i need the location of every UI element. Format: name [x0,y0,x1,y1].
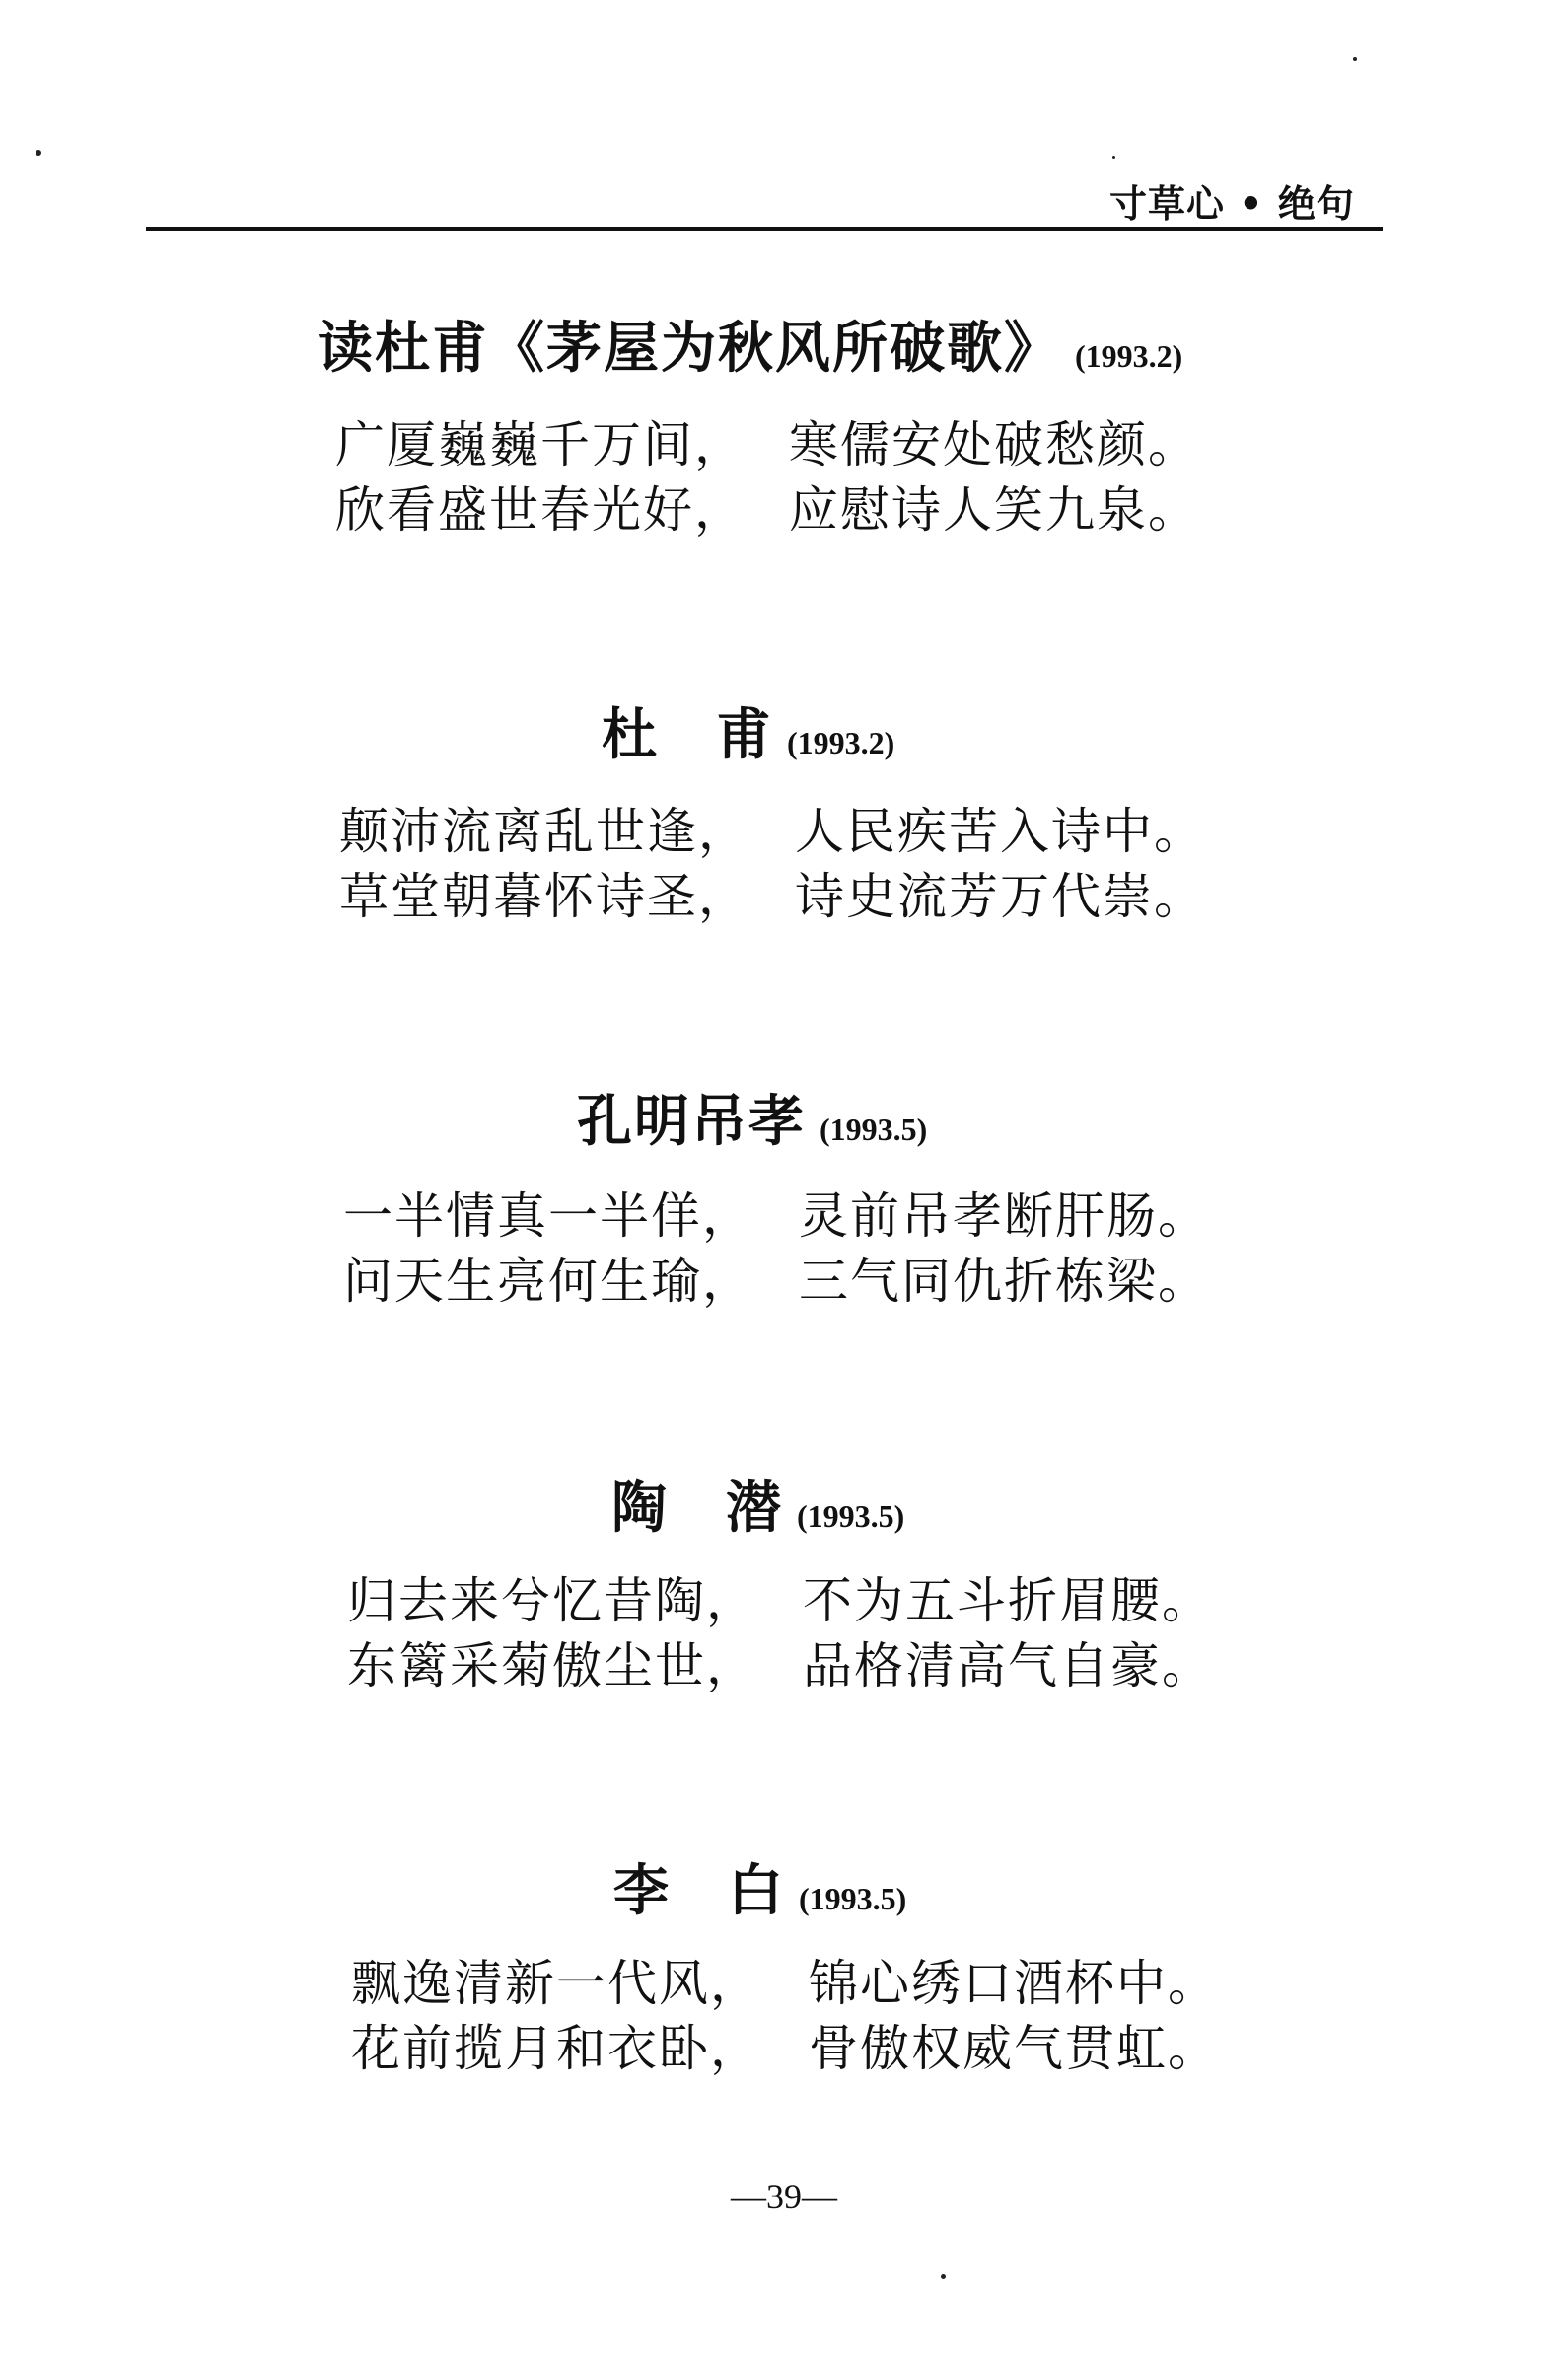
verse-line-first-half: 东篱采菊傲尘世， [347,1637,757,1694]
verse-line-second-half: 锦心绣口酒杯中。 [809,1955,1219,2012]
verse-line-first-half: 颠沛流离乱世逢， [339,803,749,860]
verse-line-first-half: 飘逸清新一代风， [351,1955,761,2012]
verse-line-first-half: 问天生亮何生瑜， [343,1253,753,1310]
poem-date: (1993.2) [1075,338,1183,374]
verse-line-second-half: 不为五斗折眉腰。 [803,1572,1213,1629]
verse-line-first-half: 归去来兮忆昔陶， [347,1572,757,1629]
poem-title [318,318,1182,388]
page-number: —39— [731,2177,837,2216]
verse-line-first-half: 广厦巍巍千万间， [335,416,746,473]
scan-speck [36,150,41,156]
poem-date: (1993.5) [799,1881,907,1916]
verse-line-second-half: 骨傲权威气贯虹。 [809,2020,1219,2077]
poem-title-text: 杜 甫 [602,703,773,767]
poem-title [611,1477,904,1548]
poem-title-text: 陶 潜 [611,1476,783,1541]
poem-title-text: 孔明吊孝 [577,1090,806,1154]
verse-line-second-half: 诗史流芳万代崇。 [795,868,1205,925]
poem-date: (1993.5) [820,1112,928,1147]
scan-speck [1353,57,1357,61]
poem-title [602,704,894,774]
verse-line-first-half: 草堂朝暮怀诗圣， [339,868,749,925]
poem-title [577,1091,927,1161]
poem-title [613,1860,906,1930]
running-head: 寸草心 • 绝句 [1109,181,1355,226]
verse-line-second-half: 人民疾苦入诗中。 [795,803,1205,860]
verse-line-second-half: 灵前吊孝断肝肠。 [799,1188,1209,1245]
verse-line-second-half: 寒儒安处破愁颜。 [789,416,1199,473]
verse-line-second-half: 应慰诗人笑九泉。 [789,481,1199,539]
poem-title-text: 读杜甫《茅屋为秋风所破歌》 [318,317,1061,381]
verse-line-first-half: 花前揽月和衣卧， [351,2020,761,2077]
header-rule [146,227,1383,231]
scan-speck [941,2274,946,2279]
poem-date: (1993.5) [797,1498,905,1534]
poem-date: (1993.2) [787,725,895,760]
verse-line-first-half: 一半情真一半佯， [343,1188,753,1245]
poem-title-text: 李 白 [613,1859,785,1923]
verse-line-first-half: 欣看盛世春光好， [335,481,746,539]
verse-line-second-half: 品格清高气自豪。 [803,1637,1213,1694]
verse-line-second-half: 三气同仇折栋梁。 [799,1253,1209,1310]
scan-speck [1112,156,1115,159]
